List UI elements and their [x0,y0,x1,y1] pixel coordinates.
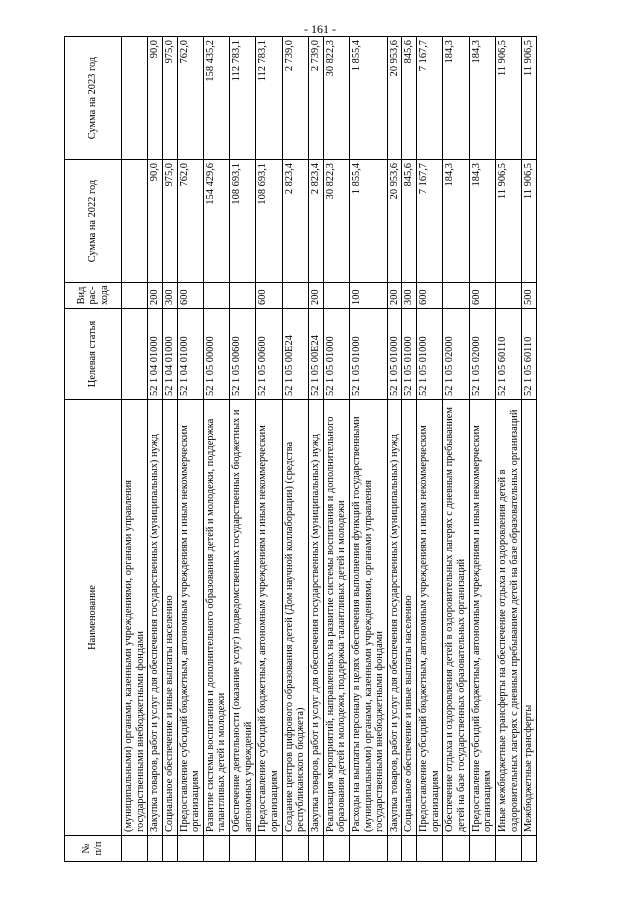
cell-sum-2022: 845,6 [402,160,417,283]
table-row [522,37,537,862]
cell-code [122,309,148,400]
cell-sum-2023: 30 822,3 [323,37,349,160]
table-row [122,37,148,862]
cell-code: 52 1 05 02000 [443,309,469,400]
cell-name: Развитие системы воспитания и дополнительного образования детей и молодежи, поддержка талантливых детей и молодежи [203,400,229,836]
cell-name: Предоставление субсидий бюджетным, автономным учреждениям и иным некоммерческим организациям [417,400,443,836]
cell-type [203,283,229,309]
cell-type: 300 [402,283,417,309]
table-row [349,37,387,862]
cell-code: 52 1 04 01000 [162,309,177,400]
cell-no [323,836,349,862]
cell-name: Предоставление субсидий бюджетным, автономным учреждениям и иным некоммерческим организациям [256,400,282,836]
cell-sum-2023 [122,37,148,160]
cell-name: Реализация мероприятий, направленных на развитие системы воспитания и дополнительного образования детей и молодежи, поддержка талантливых детей и молодежи [323,400,349,836]
header-code: Целевая статья [65,309,122,400]
cell-code: 52 1 05 00E24 [282,309,308,400]
cell-name: Предоставление субсидий бюджетным, автономным учреждениям и иным некоммерческим организациям [469,400,495,836]
cell-no [162,836,177,862]
cell-type [495,283,521,309]
cell-sum-2022: 2 823,4 [282,160,308,283]
cell-no [522,836,537,862]
cell-type: 200 [387,283,402,309]
cell-no [230,836,256,862]
cell-type: 600 [469,283,495,309]
cell-sum-2023: 112 783,1 [230,37,256,160]
table-row [203,37,229,862]
cell-sum-2023: 90,0 [148,37,163,160]
cell-sum-2023: 20 953,6 [387,37,402,160]
cell-type: 100 [349,283,387,309]
table-row [308,37,323,862]
cell-sum-2022: 184,3 [469,160,495,283]
cell-code: 52 1 05 00E24 [308,309,323,400]
cell-type: 200 [148,283,163,309]
cell-sum-2022: 762,0 [177,160,203,283]
cell-sum-2023: 7 167,7 [417,37,443,160]
header-name: Наименование [65,400,122,836]
cell-no [387,836,402,862]
cell-code: 52 1 05 00600 [230,309,256,400]
cell-no [122,836,148,862]
cell-no [203,836,229,862]
cell-no [402,836,417,862]
cell-type: 500 [522,283,537,309]
cell-name: Расходы на выплаты персоналу в целях обеспечения выполнения функций государственными (муниципальными) органами, казенными учреждениями, органами управления государственными внебюджетными фондами [349,400,387,836]
table-header-row [65,37,122,862]
cell-type: 600 [256,283,282,309]
cell-sum-2022: 2 823,4 [308,160,323,283]
header-no: № п/п [65,836,122,862]
table-row [402,37,417,862]
table-row [282,37,308,862]
cell-type [230,283,256,309]
cell-sum-2022: 30 822,3 [323,160,349,283]
cell-sum-2023: 11 906,5 [522,37,537,160]
table-row [177,37,203,862]
table-row [323,37,349,862]
cell-sum-2022: 184,3 [443,160,469,283]
cell-no [469,836,495,862]
cell-sum-2022: 7 167,7 [417,160,443,283]
table-row [443,37,469,862]
cell-type [323,283,349,309]
cell-no [349,836,387,862]
cell-sum-2022: 90,0 [148,160,163,283]
rotated-table-container [64,37,576,862]
cell-sum-2023: 2 739,0 [308,37,323,160]
cell-no [282,836,308,862]
cell-no [256,836,282,862]
cell-no [443,836,469,862]
header-type: Вид рас-хода [65,283,122,309]
header-sum-2022: Сумма на 2022 год [65,160,122,283]
cell-name: Межбюджетные трансферты [522,400,537,836]
cell-code: 52 1 05 02000 [469,309,495,400]
cell-sum-2023: 112 783,1 [256,37,282,160]
cell-code: 52 1 05 60110 [495,309,521,400]
cell-sum-2023: 762,0 [177,37,203,160]
cell-type [282,283,308,309]
cell-type: 600 [417,283,443,309]
cell-sum-2023: 184,3 [443,37,469,160]
table-row [256,37,282,862]
table-row [230,37,256,862]
table-row [148,37,163,862]
cell-sum-2022: 108 693,1 [256,160,282,283]
cell-sum-2022: 108 693,1 [230,160,256,283]
cell-sum-2022: 11 906,5 [522,160,537,283]
cell-sum-2022: 1 855,4 [349,160,387,283]
cell-type: 600 [177,283,203,309]
header-sum-2023: Сумма на 2023 год [65,37,122,160]
cell-sum-2022: 975,0 [162,160,177,283]
table-row [417,37,443,862]
cell-sum-2023: 11 906,5 [495,37,521,160]
cell-name: Закупка товаров, работ и услуг для обеспечения государственных (муниципальных) нужд [148,400,163,836]
cell-sum-2022 [122,160,148,283]
cell-type [122,283,148,309]
cell-name: Предоставление субсидий бюджетным, автономным учреждениям и иным некоммерческим организациям [177,400,203,836]
table-row [162,37,177,862]
cell-name: Создание центров цифрового образования детей (Дом научной коллаборации) (средства республиканского бюджета) [282,400,308,836]
cell-no [417,836,443,862]
cell-no [177,836,203,862]
cell-code: 52 1 05 01000 [323,309,349,400]
cell-sum-2023: 845,6 [402,37,417,160]
cell-code: 52 1 05 01000 [387,309,402,400]
cell-name: Обеспечение отдыха и оздоровления детей в оздоровительных лагерях с дневным пребыванием детей на базе государственных образовательных организаций [443,400,469,836]
cell-sum-2023: 975,0 [162,37,177,160]
cell-code: 52 1 04 01000 [148,309,163,400]
cell-name: Обеспечение деятельности (оказание услуг) подведомственных государственных бюджетных и автономных учреждений [230,400,256,836]
cell-sum-2023: 184,3 [469,37,495,160]
cell-code: 52 1 04 01000 [177,309,203,400]
page-number: - 161 - [304,22,336,36]
budget-table [64,36,537,862]
cell-sum-2022: 154 429,6 [203,160,229,283]
cell-code: 52 1 05 00600 [256,309,282,400]
cell-no [308,836,323,862]
cell-name: Социальное обеспечение и иные выплаты населению [402,400,417,836]
cell-name: Иные межбюджетные трансферты на обеспечение отдыха и оздоровления детей в оздоровительных лагерях с дневным пребыванием детей на базе образовательных организаций [495,400,521,836]
cell-type: 200 [308,283,323,309]
cell-code: 52 1 05 00000 [203,309,229,400]
cell-name: Социальное обеспечение и иные выплаты населению [162,400,177,836]
cell-type [443,283,469,309]
cell-name: (муниципальными) органами, казенными учреждениями, органами управления государственными внебюджетными фондами [122,400,148,836]
cell-sum-2023: 158 435,2 [203,37,229,160]
table-row [469,37,495,862]
cell-no [148,836,163,862]
cell-code: 52 1 05 01000 [402,309,417,400]
cell-code: 52 1 05 01000 [349,309,387,400]
table-row [387,37,402,862]
cell-sum-2023: 1 855,4 [349,37,387,160]
cell-sum-2022: 11 906,5 [495,160,521,283]
cell-no [495,836,521,862]
cell-code: 52 1 05 60110 [522,309,537,400]
cell-code: 52 1 05 01000 [417,309,443,400]
cell-sum-2023: 2 739,0 [282,37,308,160]
cell-name: Закупка товаров, работ и услуг для обеспечения государственных (муниципальных) нужд [387,400,402,836]
table-row [495,37,521,862]
cell-type: 300 [162,283,177,309]
cell-name: Закупка товаров, работ и услуг для обеспечения государственных (муниципальных) нужд [308,400,323,836]
cell-sum-2022: 20 953,6 [387,160,402,283]
